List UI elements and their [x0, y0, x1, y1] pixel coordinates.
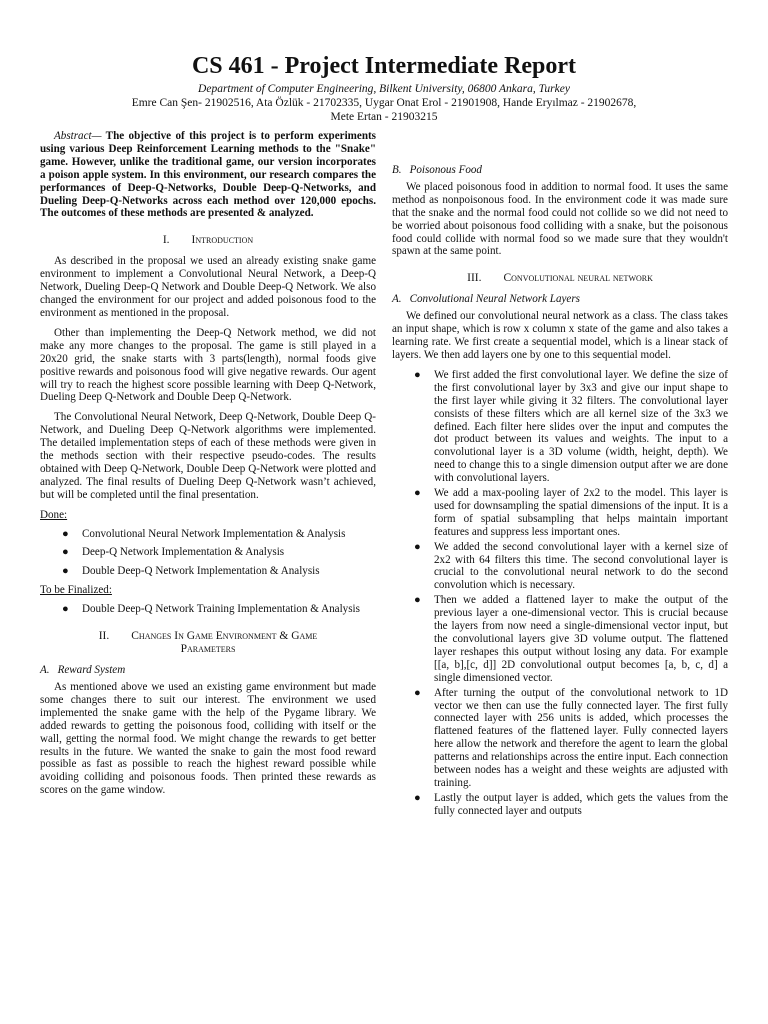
bullet-icon: ● [62, 527, 69, 540]
list-item: ● We added the second convolutional layer with a kernel size of 2x2 with 64 filters this time. The second convolutional layer is crucial to the convolutional neural network to do the second convolution which is necessary. [414, 540, 728, 592]
two-column-body [40, 130, 728, 824]
left-column [40, 130, 376, 824]
bullet-icon: ● [414, 540, 421, 553]
list-item: ● Double Deep-Q Network Training Implementation & Analysis [62, 603, 360, 616]
bullet-icon: ● [62, 546, 69, 559]
paper-title: CS 461 - Project Intermediate Report [191, 53, 577, 79]
right-column [392, 130, 728, 824]
section-1-heading [40, 234, 376, 247]
abstract [40, 130, 376, 220]
authors-line-1: Emre Can Şen- 21902516, Ata Özlük - 21702335, Uygar Onat Erol - 21901908, Hande Eryılmaz - 21902678, [131, 97, 637, 109]
bullet-icon: ● [414, 686, 421, 699]
affiliation: Department of Computer Engineering, Bilkent University, 06800 Ankara, Turkey [198, 83, 570, 95]
section-title: Convolutional neural network [503, 272, 653, 285]
subsection-b-heading: B. Poisonous Food [392, 164, 482, 176]
list-item: ● Convolutional Neural Network Implementation & Analysis [62, 527, 346, 540]
done-list [40, 528, 376, 579]
section-title-line-2: Parameters [180, 643, 236, 656]
section-number: III. [467, 272, 482, 285]
paragraph: As mentioned above we used an existing game environment but made some changes there to suit our interest. The environment we used implemented the snake game with the help of the Pygame library. We added rewards to getting the poisonous food, colliding with itself or the wall, getting the normal food. We might change the rewards to get better results in the future. We wanted the snake to gain the most food reward possible as fast as possible to reach the highest reward possible while avoiding colliding and poisonous foods. Then printed these rewards as scores on the game window. [40, 681, 376, 797]
bullet-icon: ● [414, 594, 421, 607]
bullet-icon: ● [62, 603, 69, 616]
abstract-label: Abstract— [54, 130, 102, 142]
layer-list [392, 369, 728, 818]
paragraph: We defined our convolutional neural network as a class. The class takes an input shape, which is row x column x state of the game and also takes a learning rate. We first create a sequential model, which is a linear stack of layers. We then add layers one by one to this sequential model. [392, 310, 728, 361]
section-title-line-1: Changes In Game Environment & Game [131, 630, 318, 643]
section-number: I. [162, 234, 170, 247]
list-item: ● Double Deep-Q Network Implementation & Analysis [62, 565, 320, 578]
section-number: II. [98, 630, 110, 643]
section-2-heading [40, 630, 376, 656]
bullet-icon: ● [414, 791, 421, 804]
to-be-finalized-label: To be Finalized: [40, 584, 112, 597]
bullet-icon: ● [414, 368, 421, 381]
section-3-heading [392, 272, 728, 285]
paragraph: The Convolutional Neural Network, Deep Q-Network, Double Deep Q-Network, and Dueling Deep Q-Network algorithms were implemented. The detailed implementation steps of each of these methods were given in the methods section with their respective pseudo-codes. The results obtained with Deep Q-Network, Double Deep Q-Network were plotted and analyzed. The final results of Dueling Deep Q-Network wasn’t achieved, but will be completed until the final presentation. [40, 411, 376, 501]
done-label: Done: [40, 508, 68, 521]
list-item: ● After turning the output of the convolutional network to 1D vector we then can use the fully connected layer. The first fully connected layer with 256 units is added, which processes the flattened features of the flattened layer. Fully connected layers here allow the network and therefore the agent to learn the global patterns and relationships across the entire input. Each connection between nodes has a weight and these weights are adjusted with training. [414, 686, 728, 789]
list-item: ● Deep-Q Network Implementation & Analysis [62, 546, 285, 559]
authors-line-2: Mete Ertan - 21903215 [330, 111, 438, 123]
abstract-text: The objective of this project is to perform experiments using various Deep Reinforcement Learning methods to the "Snake" game. However, unlike the traditional game, our version incorporates a poison apple system. In this environment, our research compares the performances of Deep-Q-Networks, Double Deep-Q-Networks, and Dueling Deep-Q-Networks across each method over 120,000 epochs. The outcomes of these methods are presented & analyzed. [40, 130, 376, 220]
list-item: ● Then we added a flattened layer to make the output of the previous layer a one-dimensional vector. This is crucial because the layers from now need a single-dimensional vector input, but the convolutional layers give 3D volume output. The flattened layer reshapes this output without losing any data. For example [[a, b],[c, d]] 2D convolutional output becomes [a, b, c, d] a single dimensioned vector. [414, 594, 728, 684]
section-title: Introduction [191, 234, 254, 247]
final-list [40, 603, 376, 616]
subsection-a-heading: A. Convolutional Neural Network Layers [392, 293, 580, 306]
subsection-a-heading: A. Reward System [40, 664, 126, 677]
paragraph: Other than implementing the Deep-Q Network method, we did not make any more changes to the proposal. The game is still played in a 20x20 grid, the snake starts with 3 parts(length), normal foods give positive rewards and poisonous food will give negative rewards. Our agent will try to reach the highest score possible learning with Deep Q-Network, Dueling Deep Q-Network and Double Deep Q-Network. [40, 326, 376, 404]
bullet-icon: ● [414, 487, 421, 500]
list-item: ● Lastly the output layer is added, which gets the values from the fully connected layer and outputs [414, 791, 728, 817]
bullet-icon: ● [62, 565, 69, 578]
list-item: ● We add a max-pooling layer of 2x2 to the model. This layer is used for downsampling the spatial dimensions of the input. It is a form of spatial subsampling that helps maintain important features and suppress less important ones. [414, 487, 728, 538]
paragraph: We placed poisonous food in addition to normal food. It uses the same method as nonpoisonous food. In the environment code it was made sure that the snake and the normal food could not collide so we did not need to be worried about poisonous food colliding with a snake, but the poisonous food could collide with normal food so we made sure that they wouldn't spawn at the same point. [392, 180, 728, 258]
paragraph: As described in the proposal we used an already existing snake game environment to implement a Convolutional Neural Network, a Deep-Q Network, Dueling Deep-Q Network and Double Deep-Q Network. We also changed the environment for our project and added poisonous food to the environment as mentioned in the proposal. [40, 255, 376, 319]
list-item: ● We first added the first convolutional layer. We define the size of the first convolutional layer by 3x3 and give our input shape to the first layer while giving it 32 filters. The convolutional layer consists of these filters which are all kernel size of the 3x3 we defined. Each filter here slides over the input and computes the dot product between its values and weights. The input to a convolutional layer is a 3D volume (width, height, depth). We need to change this to a single dimension output after we are done with convolutional layers. [414, 368, 728, 485]
